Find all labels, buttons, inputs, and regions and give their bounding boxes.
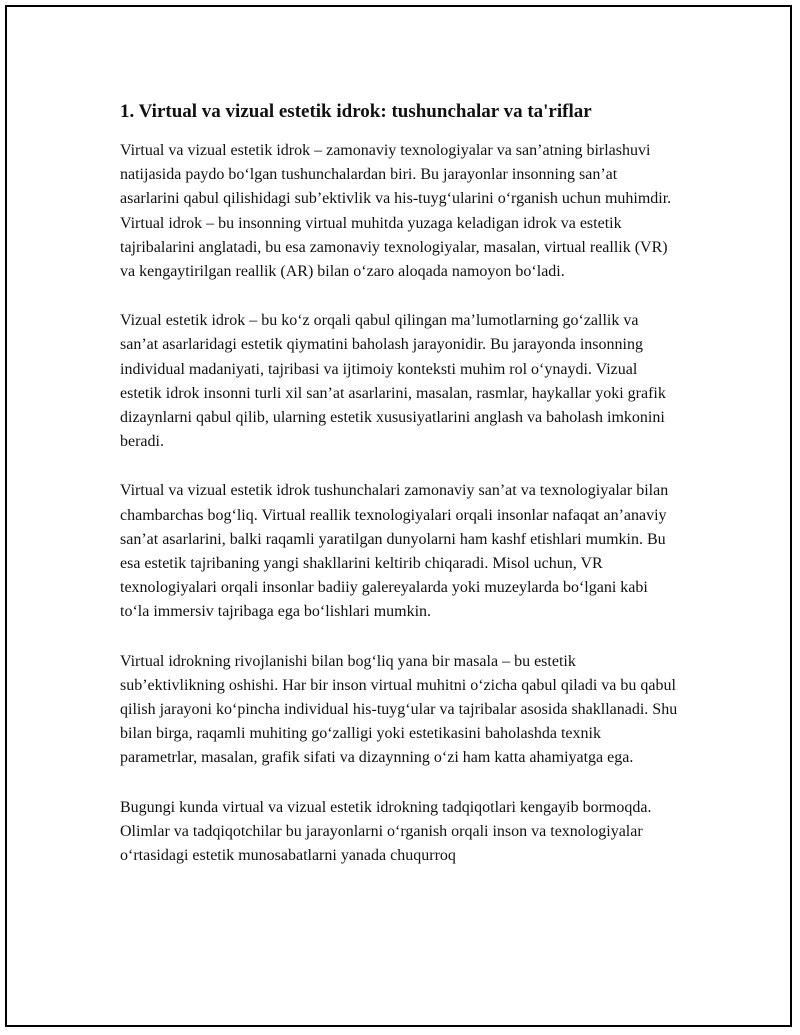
paragraph-4: Virtual idrokning rivojlanishi bilan bog‘liq yana bir masala – bu estetik sub’ektivlikning oshishi. Har bir inson virtual muhitni o‘zicha qabul qiladi va bu qabul qilish jarayoni ko‘pincha individual his-tuyg‘ular va tajribalar asosida shakllanadi. Shu bilan birga, raqamli muhiting go‘zalligi yoki estetikasini baholashda texnik parametrlar, masalan, grafik sifati va dizaynning o‘zi ham katta ahamiyatga ega. bbox=[120, 652, 678, 767]
paragraph-1: Virtual va vizual estetik idrok – zamonaviy texnologiyalar va san’atning birlashuvi natijasida paydo bo‘lgan tushunchalardan biri. Bu jarayonlar insonning san’at asarlarini qabul qilishidagi sub’ektivlik va his-tuyg‘ularini o‘rganish uchun muhimdir. Virtual idrok – bu insonning virtual muhitda yuzaga keladigan idrok va estetik tajribalarini anglatadi, bu esa zamonaviy texnologiyalar, masalan, virtual reallik (VR) va kengaytirilgan reallik (AR) bilan o‘zaro aloqada namoyon bo‘ladi. bbox=[120, 142, 672, 281]
section-heading: 1. Virtual va vizual estetik idrok: tushunchalar va ta'riflar bbox=[120, 101, 592, 122]
paragraph-2: Vizual estetik idrok – bu ko‘z orqali qabul qilingan ma’lumotlarning go‘zallik va san’at asarlaridagi estetik qiymatini baholash jarayonidir. Bu jarayonda insonning individual madaniyati, tajribasi va ijtimoiy konteksti muhim rol o‘ynaydi. Vizual estetik idrok insonni turli xil san’at asarlarini, masalan, rasmlar, haykallar yoki grafik dizaynlarni qabul qilib, ularning estetik xususiyatlarini anglash va baholash imkonini beradi. bbox=[120, 312, 666, 451]
document-body bbox=[120, 99, 680, 893]
document-page bbox=[5, 5, 792, 1027]
paragraph-5: Bugungi kunda virtual va vizual estetik idrokning tadqiqotlari kengayib bormoqda. Olimlar va tadqiqotchilar bu jarayonlarni o‘rganish orqali inson va texnologiyalar o‘rtasidagi estetik munosabatlarni yanada chuqurroq bbox=[120, 798, 652, 865]
paragraph-3: Virtual va vizual estetik idrok tushunchalari zamonaviy san’at va texnologiyalar bilan chambarchas bog‘liq. Virtual reallik texnologiyalari orqali insonlar nafaqat an’anaviy san’at asarlarini, balki raqamli yaratilgan dunyolarni ham kashf etishlari mumkin. Bu esa estetik tajribaning yangi shakllarini keltirib chiqaradi. Misol uchun, VR texnologiyalari orqali insonlar badiiy galereyalarda yoki muzeylarda bo‘lgani kabi to‘la immersiv tajribaga ega bo‘lishlari mumkin. bbox=[120, 482, 669, 621]
